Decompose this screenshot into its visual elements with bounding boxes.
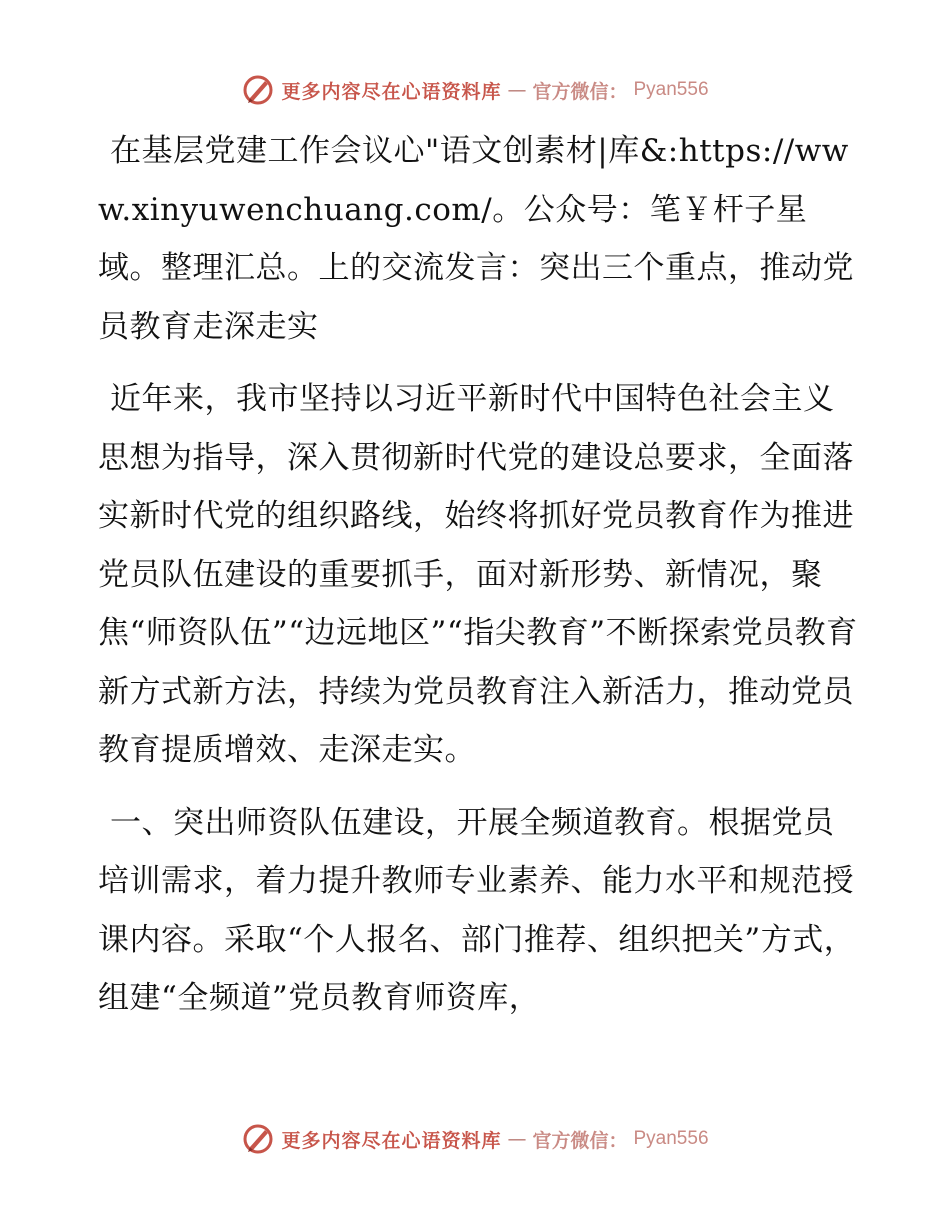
- header-separator: —: [507, 79, 527, 101]
- header-wechat-id: Pyan556: [633, 79, 709, 100]
- header-wechat-label: 官方微信：: [532, 80, 628, 103]
- header-watermark-banner: [0, 70, 950, 110]
- footer-wechat-id: Pyan556: [633, 1128, 709, 1149]
- document-body: [98, 122, 858, 1042]
- footer-separator: —: [507, 1128, 527, 1150]
- footer-wechat-label: 官方微信：: [532, 1129, 628, 1152]
- header-brand-text: 更多内容尽在心语资料库: [281, 80, 502, 103]
- document-paragraph-section-1: 一、突出师资队伍建设，开展全频道教育。根据党员培训需求，着力提升教师专业素养、能力水平和规范授课内容。采取“个人报名、部门推荐、组织把关”方式，组建“全频道”党员教育师资库，: [98, 804, 856, 1016]
- footer-brand-text: 更多内容尽在心语资料库: [281, 1129, 502, 1152]
- footer-watermark-banner: [0, 1119, 950, 1159]
- document-paragraph-intro: 近年来，我市坚持以习近平新时代中国特色社会主义思想为指导，深入贯彻新时代党的建设总要求，全面落实新时代党的组织路线，始终将抓好党员教育作为推进党员队伍建设的重要抓手，面对新形势、新情况，聚焦“师资队伍”“边远地区”“指尖教育”不断探索党员教育新方式新方法，持续为党员教育注入新活力，推动党员教育提质增效、走深走实。: [98, 381, 858, 768]
- document-title-paragraph: 在基层党建工作会议心"语文创素材|库&:https://www.xinyuwenchuang.com/。公众号：笔￥杆子星域。整理汇总。上的交流发言：突出三个重点，推动党员教育走深走实: [98, 133, 854, 345]
- pen-circle-logo-icon: [241, 1122, 275, 1156]
- pen-circle-logo-icon: [241, 73, 275, 107]
